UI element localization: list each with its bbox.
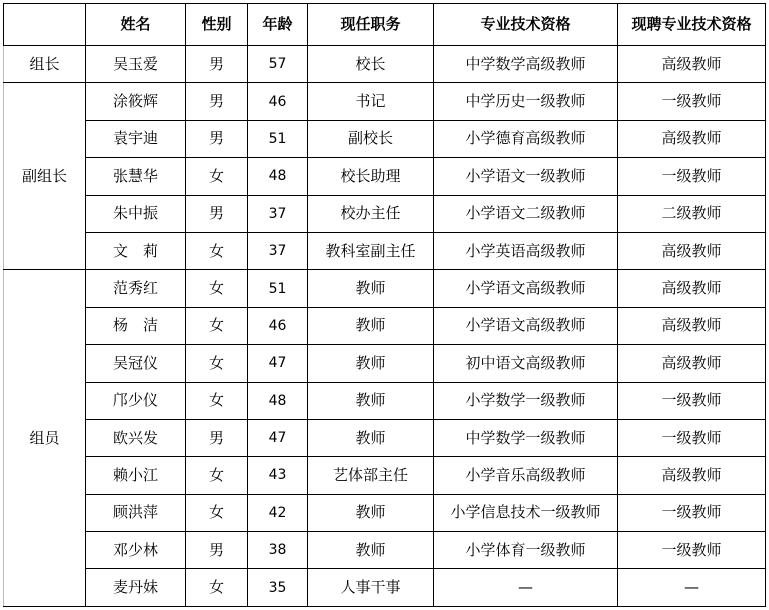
table-row <box>4 382 766 419</box>
gender-cell: 男 <box>186 419 248 456</box>
current-qualification-cell: 一级教师 <box>618 158 766 195</box>
table-body <box>4 46 766 607</box>
table-row <box>4 46 766 83</box>
position-cell: 副校长 <box>308 120 434 157</box>
table-row <box>4 494 766 531</box>
qualification-cell: 中学历史一级教师 <box>434 83 618 120</box>
name-cell: 袁宇迪 <box>86 120 186 157</box>
header-age: 年龄 <box>248 4 308 46</box>
gender-cell: 女 <box>186 158 248 195</box>
name-cell: 吴玉爱 <box>86 46 186 83</box>
group-label-cell: 组长 <box>4 46 86 83</box>
current-qualification-cell: 一级教师 <box>618 419 766 456</box>
name-cell: 赖小江 <box>86 457 186 494</box>
qualification-cell: — <box>434 569 618 606</box>
position-cell: 教师 <box>308 270 434 307</box>
current-qualification-cell: 高级教师 <box>618 232 766 269</box>
name-cell: 邝少仪 <box>86 382 186 419</box>
gender-cell: 女 <box>186 232 248 269</box>
name-cell: 顾洪萍 <box>86 494 186 531</box>
current-qualification-cell: 一级教师 <box>618 83 766 120</box>
qualification-cell: 小学语文一级教师 <box>434 158 618 195</box>
qualification-cell: 小学语文二级教师 <box>434 195 618 232</box>
table-row <box>4 457 766 494</box>
header-gender: 性别 <box>186 4 248 46</box>
age-cell: 47 <box>248 419 308 456</box>
name-cell: 邓少林 <box>86 532 186 569</box>
name-cell: 麦丹妹 <box>86 569 186 606</box>
age-cell: 51 <box>248 270 308 307</box>
current-qualification-cell: 一级教师 <box>618 494 766 531</box>
age-cell: 37 <box>248 232 308 269</box>
group-label-cell: 组员 <box>4 270 86 607</box>
gender-cell: 男 <box>186 46 248 83</box>
current-qualification-cell: 一级教师 <box>618 382 766 419</box>
gender-cell: 女 <box>186 345 248 382</box>
qualification-cell: 小学数学一级教师 <box>434 382 618 419</box>
qualification-cell: 小学音乐高级教师 <box>434 457 618 494</box>
age-cell: 48 <box>248 382 308 419</box>
gender-cell: 女 <box>186 569 248 606</box>
table-row <box>4 120 766 157</box>
qualification-cell: 小学英语高级教师 <box>434 232 618 269</box>
header-qualification: 专业技术资格 <box>434 4 618 46</box>
table-row <box>4 270 766 307</box>
age-cell: 46 <box>248 83 308 120</box>
table-row <box>4 569 766 606</box>
name-cell: 吴冠仪 <box>86 345 186 382</box>
gender-cell: 男 <box>186 532 248 569</box>
name-cell: 涂筱辉 <box>86 83 186 120</box>
age-cell: 37 <box>248 195 308 232</box>
gender-cell: 女 <box>186 382 248 419</box>
current-qualification-cell: 一级教师 <box>618 532 766 569</box>
position-cell: 校长助理 <box>308 158 434 195</box>
staff-table <box>3 3 766 607</box>
table-row <box>4 83 766 120</box>
name-cell: 欧兴发 <box>86 419 186 456</box>
position-cell: 教师 <box>308 494 434 531</box>
position-cell: 校长 <box>308 46 434 83</box>
position-cell: 教师 <box>308 419 434 456</box>
table-row <box>4 307 766 344</box>
name-cell: 朱中振 <box>86 195 186 232</box>
gender-cell: 女 <box>186 307 248 344</box>
age-cell: 43 <box>248 457 308 494</box>
current-qualification-cell: 高级教师 <box>618 345 766 382</box>
age-cell: 51 <box>248 120 308 157</box>
qualification-cell: 中学数学高级教师 <box>434 46 618 83</box>
current-qualification-cell: — <box>618 569 766 606</box>
table-row <box>4 532 766 569</box>
age-cell: 48 <box>248 158 308 195</box>
position-cell: 艺体部主任 <box>308 457 434 494</box>
qualification-cell: 中学数学一级教师 <box>434 419 618 456</box>
current-qualification-cell: 高级教师 <box>618 457 766 494</box>
gender-cell: 男 <box>186 195 248 232</box>
age-cell: 46 <box>248 307 308 344</box>
position-cell: 教科室副主任 <box>308 232 434 269</box>
table-row <box>4 419 766 456</box>
current-qualification-cell: 高级教师 <box>618 120 766 157</box>
header-name: 姓名 <box>86 4 186 46</box>
position-cell: 教师 <box>308 532 434 569</box>
qualification-cell: 小学德育高级教师 <box>434 120 618 157</box>
group-label-cell: 副组长 <box>4 83 86 270</box>
current-qualification-cell: 高级教师 <box>618 307 766 344</box>
gender-cell: 女 <box>186 270 248 307</box>
position-cell: 教师 <box>308 345 434 382</box>
position-cell: 书记 <box>308 83 434 120</box>
age-cell: 38 <box>248 532 308 569</box>
qualification-cell: 小学体育一级教师 <box>434 532 618 569</box>
name-cell: 范秀红 <box>86 270 186 307</box>
position-cell: 教师 <box>308 382 434 419</box>
qualification-cell: 小学语文高级教师 <box>434 270 618 307</box>
table-row <box>4 345 766 382</box>
table-header-row <box>4 4 766 46</box>
age-cell: 47 <box>248 345 308 382</box>
position-cell: 人事干事 <box>308 569 434 606</box>
gender-cell: 女 <box>186 494 248 531</box>
table-row <box>4 232 766 269</box>
header-group <box>4 4 86 46</box>
current-qualification-cell: 高级教师 <box>618 46 766 83</box>
position-cell: 校办主任 <box>308 195 434 232</box>
age-cell: 35 <box>248 569 308 606</box>
name-cell: 文 莉 <box>86 232 186 269</box>
table-row <box>4 195 766 232</box>
age-cell: 42 <box>248 494 308 531</box>
current-qualification-cell: 高级教师 <box>618 270 766 307</box>
name-cell: 杨 洁 <box>86 307 186 344</box>
gender-cell: 男 <box>186 120 248 157</box>
qualification-cell: 小学语文高级教师 <box>434 307 618 344</box>
header-current-qualification: 现聘专业技术资格 <box>618 4 766 46</box>
gender-cell: 女 <box>186 457 248 494</box>
current-qualification-cell: 二级教师 <box>618 195 766 232</box>
name-cell: 张慧华 <box>86 158 186 195</box>
gender-cell: 男 <box>186 83 248 120</box>
position-cell: 教师 <box>308 307 434 344</box>
qualification-cell: 初中语文高级教师 <box>434 345 618 382</box>
age-cell: 57 <box>248 46 308 83</box>
table-row <box>4 158 766 195</box>
qualification-cell: 小学信息技术一级教师 <box>434 494 618 531</box>
header-position: 现任职务 <box>308 4 434 46</box>
